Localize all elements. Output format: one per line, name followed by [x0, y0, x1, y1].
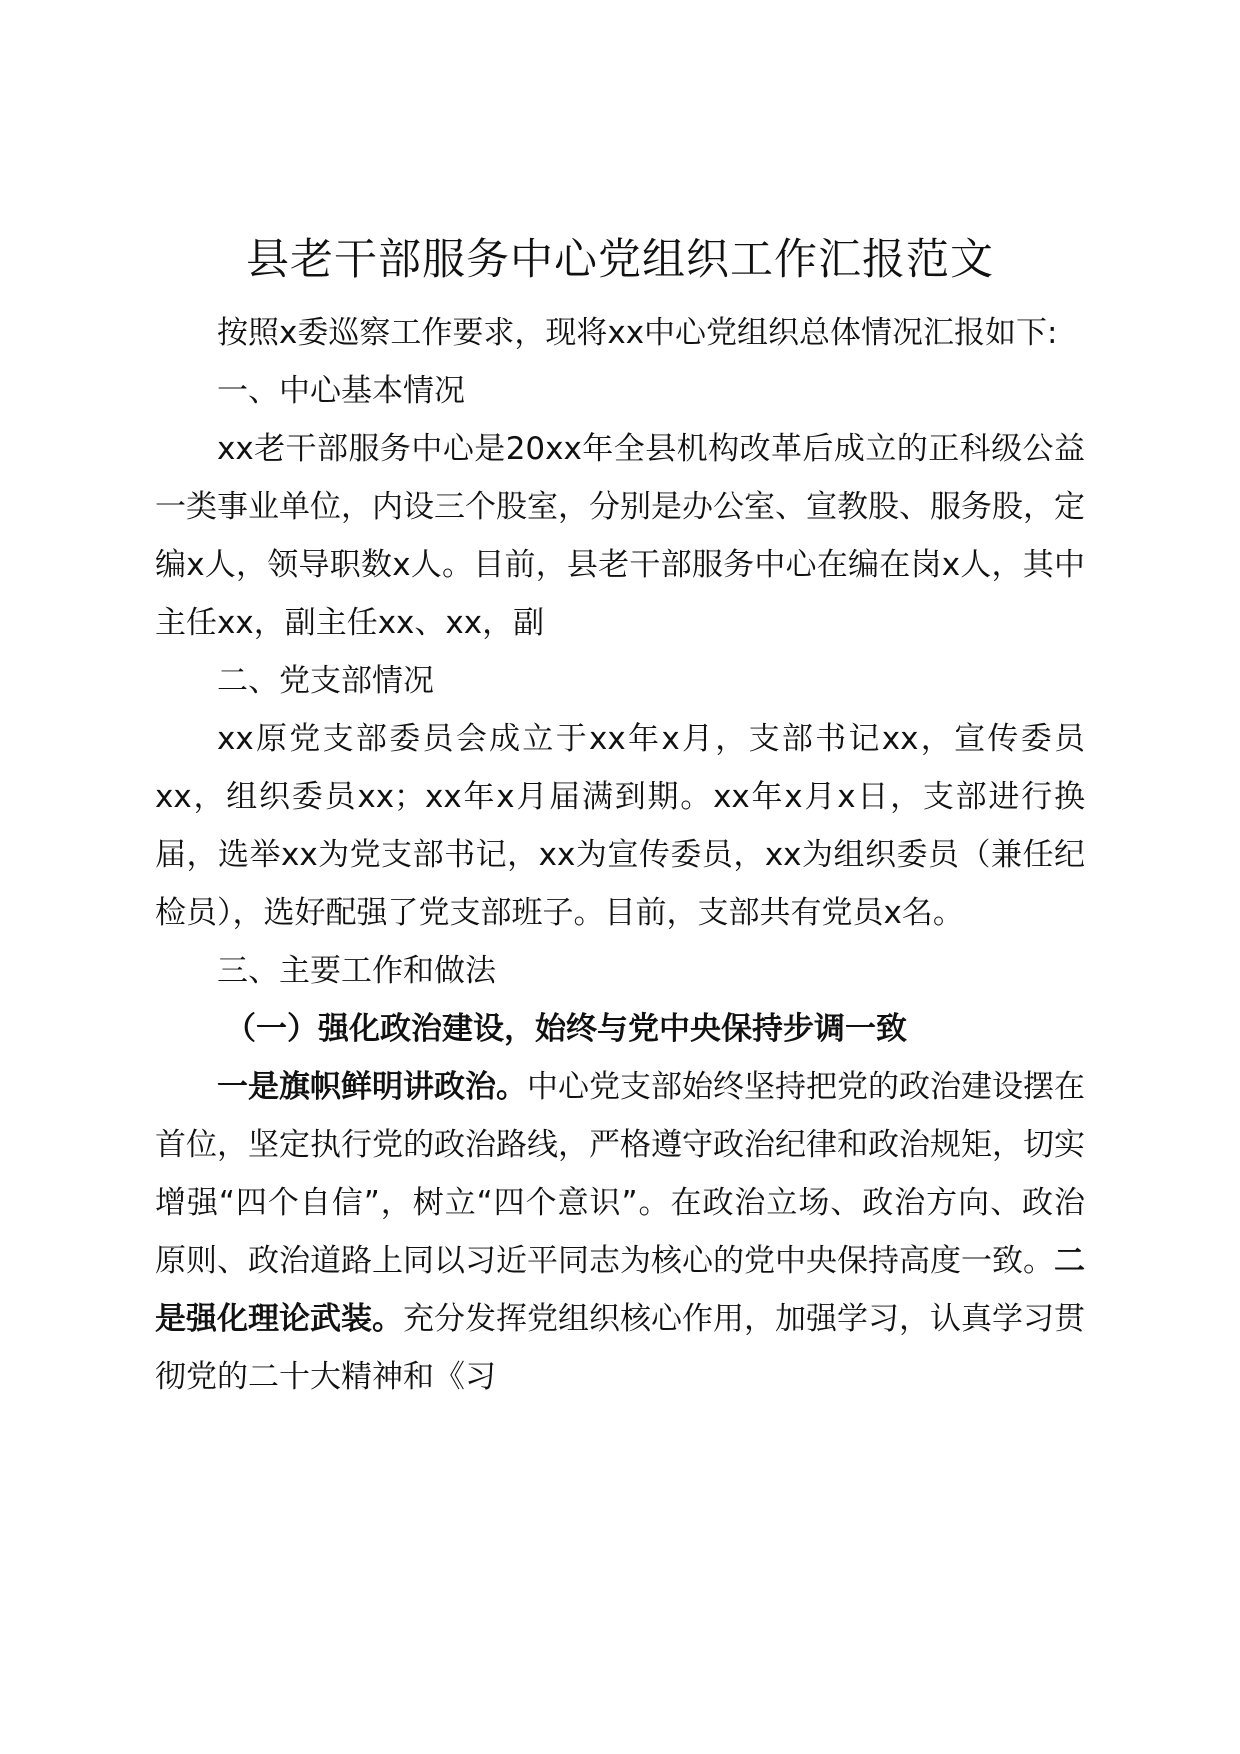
section-2-heading: 二、党支部情况: [217, 663, 434, 699]
section-1-heading: 一、中心基本情况: [217, 373, 465, 409]
point-2-lead: 二是强化理论武装。: [155, 1243, 1085, 1337]
document-page: [155, 230, 1085, 1406]
point-2-text: 充分发挥党组织核心作用，加强学习，认真学习贯彻党的二十大精神和《习: [155, 1301, 1085, 1395]
section-2-body: xx原党支部委员会成立于xx年x月，支部书记xx，宣传委员xx，组织委员xx；xx年x月届满到期。xx年x月x日，支部进行换届，选举xx为党支部书记，xx为宣传委员，xx为组织委员（兼任纪检员），选好配强了党支部班子。目前，支部共有党员x名。: [155, 721, 1085, 931]
section-1-body: xx老干部服务中心是20xx年全县机构改革后成立的正科级公益一类事业单位，内设三个股室，分别是办公室、宣教股、服务股，定编x人，领导职数x人。目前，县老干部服务中心在编在岗x人，其中主任xx，副主任xx、xx，副: [155, 431, 1085, 641]
section-3-subheading: （一）强化政治建设，始终与党中央保持步调一致: [225, 1011, 907, 1047]
point-1-text: 中心党支部始终坚持把党的政治建设摆在首位，坚定执行党的政治路线，严格遵守政治纪律和政治规矩，切实增强“四个自信”，树立“四个意识”。在政治立场、政治方向、政治原则、政治道路上同以习近平同志为核心的党中央保持高度一致。: [155, 1069, 1085, 1279]
point-1-lead: 一是旗帜鲜明讲政治。: [217, 1069, 527, 1105]
section-3-paragraph: [155, 1058, 1085, 1406]
section-3-heading: 三、主要工作和做法: [217, 953, 496, 989]
intro-paragraph: 按照x委巡察工作要求，现将xx中心党组织总体情况汇报如下:: [217, 315, 1058, 351]
document-title: 县老干部服务中心党组织工作汇报范文: [246, 235, 994, 285]
